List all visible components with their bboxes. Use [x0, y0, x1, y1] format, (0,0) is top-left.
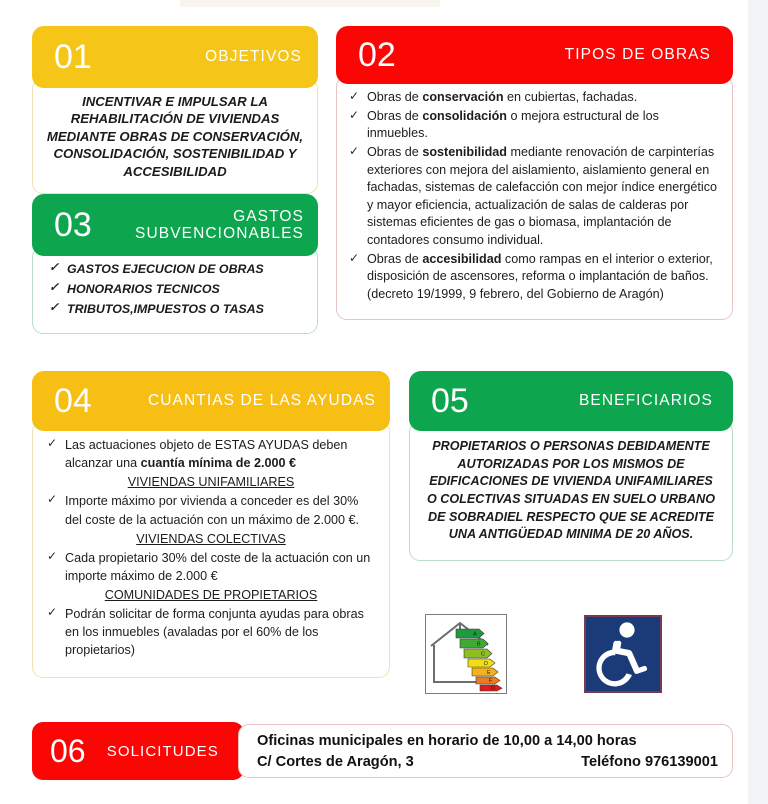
wheelchair-accessibility-icon: [584, 615, 662, 693]
cuantias-item-1-pre: Las actuaciones objeto de ESTAS AYUDAS deben alcanzar una: [65, 438, 348, 471]
gastos-item-1: GASTOS EJECUCION DE OBRAS: [67, 262, 264, 276]
cuantias-subhead-comunidades: COMUNIDADES DE PROPIETARIOS: [104, 588, 318, 602]
footer-phone: Teléfono 976139001: [581, 753, 718, 770]
tipos-list: [347, 89, 718, 304]
card-beneficiarios: [409, 371, 733, 561]
beneficiarios-line-1: PROPIETARIOS O PERSONAS DEBIDAMENTE: [432, 439, 710, 453]
objetivos-line-4: CONSOLIDACIÓN, SOSTENIBILIDAD Y: [53, 146, 297, 162]
card-tipos-de-obras: [336, 26, 733, 320]
tipos-item-1-strong: conservación: [422, 90, 504, 104]
beneficiarios-line-4: O COLECTIVAS SITUADAS EN SUELO URBANO: [426, 491, 716, 506]
list-item: [347, 251, 718, 304]
wheelchair-svg: [586, 617, 660, 691]
tipos-item-3-pre: Obras de: [367, 144, 423, 159]
gastos-item-2: HONORARIOS TECNICOS: [67, 281, 220, 296]
tipos-item-4-post: como rampas en el interior o exterior, disposición de ascensores, reforma o implantación de baños. (decreto 19/1999, 9 febrero, del Gobierno de Aragón): [367, 251, 713, 301]
list-item: [347, 144, 718, 250]
svg-text:A: A: [473, 631, 477, 638]
card-cuantias-number: 04: [54, 382, 92, 420]
check-icon: ✓: [349, 107, 360, 122]
tipos-item-4-strong: accesibilidad: [422, 251, 502, 266]
cuantias-list-3: [45, 549, 377, 585]
tipos-item-2-strong: consolidación: [422, 108, 507, 123]
tipos-item-2-post: o mejora estructural de los inmuebles.: [367, 108, 659, 141]
check-icon: ✓: [47, 492, 58, 507]
right-gutter: [748, 0, 768, 804]
card-tipos-title: TIPOS DE OBRAS: [564, 46, 711, 64]
check-icon: ✓: [47, 436, 58, 450]
card-gastos-title: [92, 208, 304, 243]
card-cuantias-body: [32, 421, 390, 678]
list-item: [47, 260, 309, 279]
check-icon: ✓: [49, 279, 60, 294]
cuantias-item-2: Importe máximo por vivienda a conceder es del 30% del coste de la actuación con un máximo de 2.000 €.: [65, 494, 360, 527]
card-gastos-header: [32, 194, 318, 256]
card-gastos-title-line2: SUBVENCIONABLES: [135, 225, 304, 242]
card-objetivos-header: [32, 26, 318, 88]
tipos-item-2-pre: Obras de: [367, 108, 423, 123]
footer-number: 06: [50, 733, 86, 769]
list-item: [45, 492, 377, 528]
tipos-item-4-pre: Obras de: [367, 251, 423, 266]
gastos-list: [47, 260, 309, 319]
svg-text:B: B: [477, 641, 481, 648]
svg-text:E: E: [487, 670, 491, 676]
card-cuantias-de-las-ayudas: [32, 371, 390, 678]
card-tipos-number: 02: [358, 36, 396, 74]
list-item: [347, 108, 718, 143]
list-item: [347, 89, 718, 107]
svg-text:C: C: [481, 651, 485, 658]
check-icon: ✓: [349, 89, 360, 103]
beneficiarios-line-3: EDIFICACIONES DE VIVIENDA UNIFAMILIARES: [429, 474, 713, 489]
footer-contact-block: [238, 724, 733, 778]
tipos-item-1-post: en cubiertas, fachadas.: [503, 90, 638, 104]
check-icon: ✓: [49, 299, 60, 314]
check-icon: ✓: [49, 260, 60, 274]
check-icon: ✓: [47, 605, 58, 620]
cuantias-subhead-unifamiliares: VIVIENDAS UNIFAMILIARES: [127, 475, 295, 490]
card-gastos-body: [32, 246, 318, 334]
card-beneficiarios-header: [409, 371, 733, 431]
cuantias-subhead-colectivas: VIVIENDAS COLECTIVAS: [136, 531, 286, 546]
card-cuantias-title: CUANTIAS DE LAS AYUDAS: [147, 392, 376, 410]
svg-text:D: D: [484, 661, 488, 667]
svg-text:G: G: [491, 685, 496, 692]
objetivos-line-2: REHABILITACIÓN DE VIVIENDAS: [70, 111, 280, 127]
check-icon: ✓: [47, 548, 58, 563]
card-beneficiarios-number: 05: [431, 382, 469, 420]
cuantias-item-3: Cada propietario 30% del coste de la actuación con un importe máximo de 2.000 €: [65, 550, 371, 583]
card-beneficiarios-body: [409, 421, 733, 561]
tipos-item-3-post: mediante renovación de carpinterías exteriores con mejora del aislamiento, aislamiento general en fachadas, sistemas de calefacción con mejor índice energético y mayor eficiencia, actualización de salas de calderas por sistemas eficientes de gas o biomasa, implantación de contadores consumo individual.: [367, 144, 718, 247]
energy-efficiency-house-icon: [425, 614, 507, 694]
top-partial-artifact: [180, 0, 440, 7]
footer-number-block: [32, 722, 244, 780]
card-gastos-number: 03: [54, 206, 92, 244]
list-item: [45, 436, 377, 472]
tipos-item-1-pre: Obras de: [367, 90, 423, 104]
card-objetivos-number: 01: [54, 38, 92, 76]
beneficiarios-line-5: DE SOBRADIEL RESPECTO QUE SE ACREDITE: [428, 509, 714, 524]
cuantias-list-4: [45, 605, 377, 659]
check-icon: ✓: [349, 250, 360, 265]
footer-title: SOLICITUDES: [106, 742, 219, 760]
svg-text:F: F: [489, 678, 493, 685]
objetivos-line-1: INCENTIVAR E IMPULSAR LA: [82, 94, 268, 109]
cuantias-list-2: [45, 492, 377, 528]
cuantias-item-1-strong: cuantía mínima de 2.000 €: [140, 456, 297, 471]
energy-label-svg: [426, 615, 505, 692]
card-objetivos-body: [32, 78, 318, 194]
tipos-item-3-strong: sostenibilidad: [422, 144, 507, 159]
cuantias-item-4: Podrán solicitar de forma conjunta ayudas para obras en los inmuebles (avaladas por el 60% de los propietarios): [65, 607, 364, 658]
cuantias-list: [45, 436, 377, 472]
icon-row: [425, 612, 675, 704]
card-tipos-body: [336, 76, 733, 320]
card-gastos-title-line1: GASTOS: [233, 207, 304, 225]
check-icon: ✓: [349, 143, 360, 158]
objetivos-line-5: ACCESIBILIDAD: [123, 163, 227, 179]
footer-solicitudes: [32, 722, 733, 780]
list-item: [45, 549, 377, 585]
card-tipos-header: [336, 26, 733, 84]
footer-address-row: [257, 752, 720, 773]
list-item: [45, 605, 377, 659]
footer-address: C/ Cortes de Aragón, 3: [257, 753, 414, 770]
card-objetivos: [32, 26, 318, 194]
beneficiarios-line-2: AUTORIZADAS POR LOS MISMOS DE: [457, 456, 685, 471]
list-item: [47, 300, 309, 319]
gastos-item-3: TRIBUTOS,IMPUESTOS O TASAS: [67, 301, 264, 316]
card-cuantias-header: [32, 371, 390, 431]
card-beneficiarios-title: BENEFICIARIOS: [578, 392, 713, 410]
card-objetivos-title: OBJETIVOS: [205, 48, 302, 66]
objetivos-line-3: MEDIANTE OBRAS DE CONSERVACIÓN,: [46, 128, 304, 144]
list-item: [47, 280, 309, 299]
beneficiarios-line-6: UNA ANTIGÜEDAD MINIMA DE 20 AÑOS.: [448, 527, 694, 542]
footer-hours-line: Oficinas municipales en horario de 10,00 a 14,00 horas: [257, 733, 637, 749]
card-gastos-subvencionables: [32, 194, 318, 334]
